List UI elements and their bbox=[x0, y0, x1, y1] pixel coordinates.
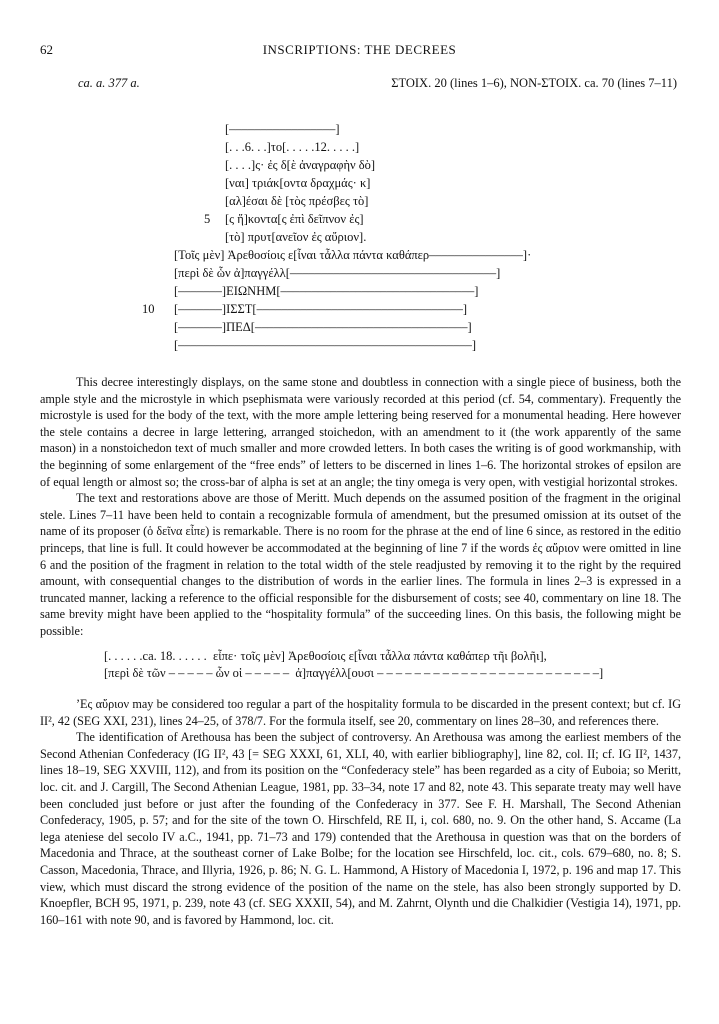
running-head: INSCRIPTIONS: THE DECREES bbox=[262, 42, 457, 57]
commentary-paragraph: ʼΕς αὔριον may be considered too regular a part of the hospitality formula to be discarded in the present context; but cf. IG II², 42 (SEG XXI, 231), lines 24–25, of 378/7. For the formula itself, see 20, commentary on lines 28–30, and references there. bbox=[40, 697, 681, 728]
inscription-line: [–––––––]ΕΙΩΝΗΜ[–––––––––––––––––––––––––––––––] bbox=[174, 284, 479, 298]
inscription-line: [Τοῖς μὲν] Ἀρεθοσίοις ε[ἶναι τἆλλα πάντα καθάπερ–––––––––––––––]· bbox=[174, 248, 532, 262]
commentary-section-1 bbox=[40, 374, 681, 640]
inscription-line: [ναι] τριάκ[οντα δραχμάς· κ] bbox=[225, 176, 371, 190]
inscription-line: [ς ἥ]κοντα[ς ἐπὶ δεῖπνον ἐς] bbox=[225, 212, 364, 226]
inscription-line: [τὸ] πρυτ[ανεῖον ἐς αὔριον]. bbox=[225, 230, 367, 244]
restoration-line: [. . . . . .ca. 18. . . . . . εἶπε· τοῖς μὲν] Ἀρεθοσίοις ε[ἶναι τἆλλα πάντα καθάπερ τῆι βολῆι], bbox=[104, 649, 547, 663]
inscription-line: [αλ]έσαι δὲ [τὸς πρέσβες τὸ] bbox=[225, 194, 369, 208]
line-number: 5 bbox=[204, 212, 211, 226]
inscription-line: [–––––––––––––––––––––––––––––––––––––––––––––––] bbox=[174, 338, 477, 352]
commentary-paragraph: This decree interestingly displays, on the same stone and doubtless in connection with a single piece of business, both the ample style and the microstyle in which psephismata were variously recorded at this period (cf. 54, commentary). Frequently the microstyle is used for the body of the text, with the more ample lettering being reserved for a monumental heading. Here however the stele contains a decree in large lettering, arranged stoichedon, with an amendment to it (the work apparently of the same mason) in a nonstoichedon text of much smaller and more crowded letters. In both cases the writing is of good workmanship, with the beginning of some enlargement of the “free ends” of letters to be discerned in lines 1–6. The horizontal strokes of epsilon are of equal length or almost so; the cross-bar of alpha is set at an angle; the tiny omega is very open, with vestigial horizontal strokes. bbox=[40, 375, 681, 489]
commentary-paragraph: The identification of Arethousa has been the subject of controversy. An Arethousa was among the earliest members of the Second Athenian Confederacy (IG II², 43 [= SEG XXXI, 61, XLI, 40, with earlier bibliography], line 82, col. II; cf. IG II², 1437, lines 18–19, SEG XXVIII, 112), and from its position on the “Confederacy stele” has been regarded as a city of Euboia; so Meritt, loc. cit. and J. Cargill, The Second Athenian League, 1981, pp. 33–34, note 17 and 82, note 43. This separate treaty may well have been concluded just before or just after the founding of the Confederacy in 377. See F. H. Marshall, The Second Athenian Confederacy, 1905, p. 57; and for the site of the town O. Hirschfeld, RE II, i, col. 680, no. 9. On the other hand, S. Accame (La lega ateniese del secolo IV a.C., 1941, pp. 71–73 and 179) contended that the Arethousa in question was that on the borders of Macedonia and Thrace, at the southeast corner of Lake Bolbe; for the location see Hirschfeld, loc. cit., cols. 679–680, no. 8; S. Casson, Macedonia, Thrace, and Illyria, 1926, p. 86; N. G. L. Hammond, A History of Macedonia I, 1972, p. 196 and map 17. This view, which must discard the strong evidence of the position of the name on the stele, has also been strongly supported by D. Knoepfler, BCH 95, 1971, p. 239, note 43 (cf. SEG XXXII, 54), and M. Zahrnt, Olynth und die Chalkidier (Vestigia 14), 1971, pp. 160–161 with note 90, and is favored by Hammond, loc. cit. bbox=[40, 730, 681, 927]
inscription-line: [–––––––]ΙΣΣΤ[–––––––––––––––––––––––––––––––––] bbox=[174, 302, 467, 316]
inscription-line: [περὶ δὲ ὧν ἀ]παγγέλλ[–––––––––––––––––––––––––––––––––] bbox=[174, 266, 501, 280]
commentary-paragraph: The text and restorations above are those of Meritt. Much depends on the assumed position of the fragment in the original stele. Lines 7–11 have been held to contain a recognizable formula of amendment, but the presumed omission at its outset of the name of its proposer (ὁ δεῖνα εἶπε) is remarkable. There is no room for the phrase at the end of line 6 since, as restored in the editio princeps, that line is full. It could however be accommodated at the beginning of line 7 if the words ἐς αὔριον were omitted in line 6 and the position of the fragment in relation to the total width of the stele readjusted by removing it to the right by the required amount, with consequential changes to the distribution of words in the earlier lines. The formula in lines 2–3 is expressed in a truncated manner, lacking a reference to the official responsible for the disbursement of costs; see 40, commentary on line 18. The same brevity might have been applied to the “hospitality formula” of the succeeding lines. On this basis, the following might be possible: bbox=[40, 491, 681, 638]
stoichedon-label: ΣΤΟΙΧ. 20 (lines 1–6), NON-ΣΤΟΙΧ. ca. 70 (lines 7–11) bbox=[391, 76, 677, 90]
restoration-line: [περὶ δὲ τῶν – – – – – ὧν οἱ – – – – – ἀ]παγγέλλ[ουσι – – – – – – – – – – – – – – – – – – – – – – – –] bbox=[104, 666, 604, 680]
inscription-line: [–––––––]ΠΕΔ[––––––––––––––––––––––––––––––––––] bbox=[174, 320, 472, 334]
inscription-meta bbox=[0, 76, 719, 92]
page-header bbox=[0, 42, 719, 60]
commentary-section-2 bbox=[40, 696, 681, 928]
page-number: 62 bbox=[40, 42, 53, 57]
inscription-line: [. . . .]ς· ἐς δ[ὲ ἀναγραφὴν δὸ] bbox=[225, 158, 376, 172]
line-number: 10 bbox=[142, 302, 155, 316]
inscription-line: [. . .6. . .]το[. . . . .12. . . . .] bbox=[225, 140, 360, 154]
inscription-line: [–––––––––––––––––] bbox=[225, 122, 340, 136]
date-label: ca. a. 377 a. bbox=[78, 76, 140, 90]
